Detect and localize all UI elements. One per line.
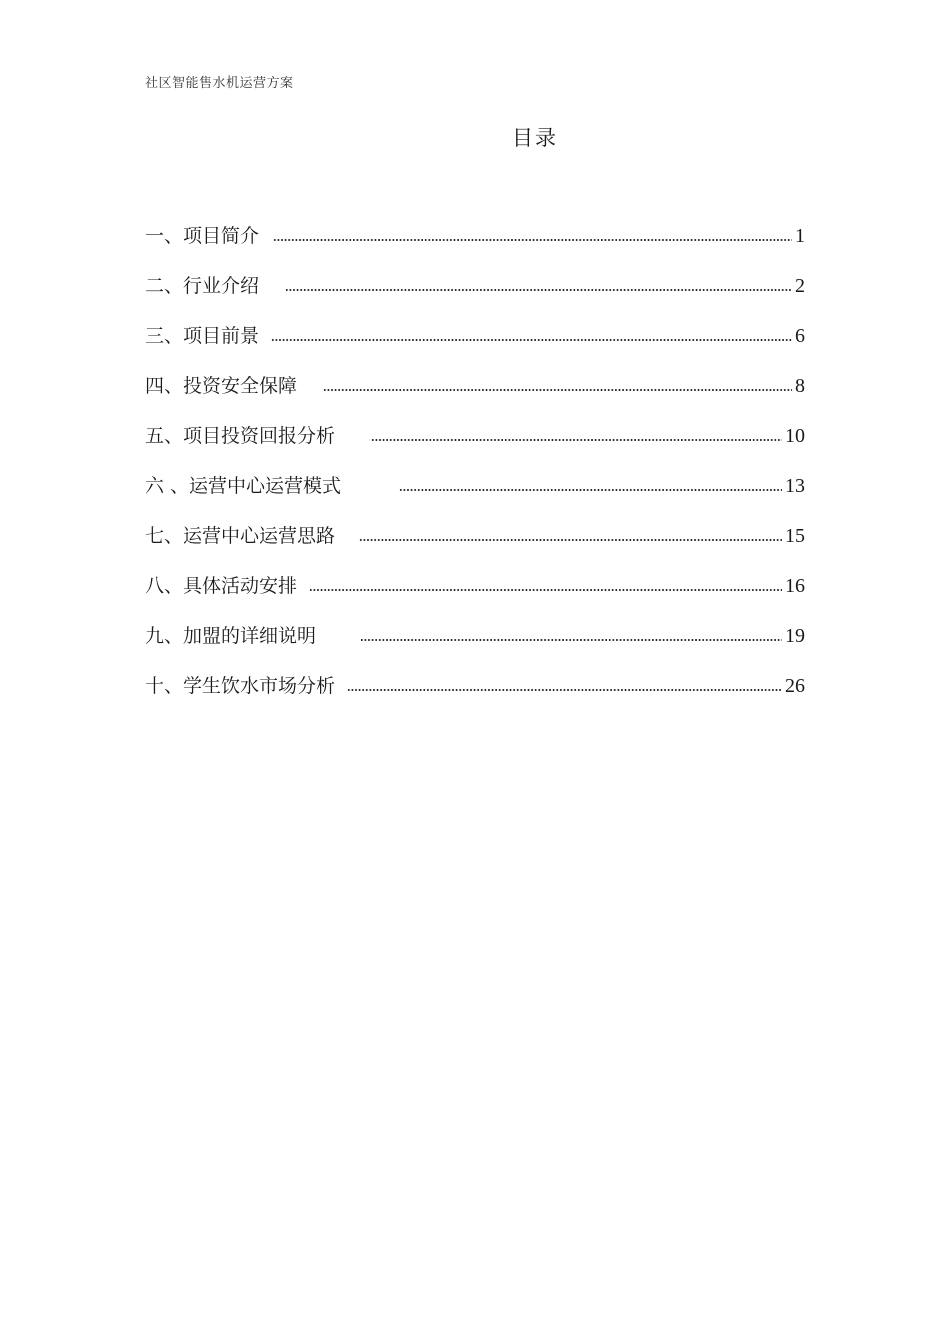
toc-dot-leader <box>347 672 782 692</box>
toc-dot-leader <box>399 472 782 492</box>
toc-page-number: 26 <box>785 675 805 697</box>
toc-entry-label: 四、投资安全保障 <box>145 375 298 397</box>
toc-entry-8[interactable] <box>145 572 805 622</box>
toc-dot-leader <box>323 372 792 392</box>
toc-dot-leader <box>271 322 792 342</box>
toc-page-number: 19 <box>785 625 805 647</box>
toc-entry-label: 五、项目投资回报分析 <box>145 425 336 447</box>
toc-entry-label: 六 、运营中心运营模式 <box>145 475 342 497</box>
toc-entry-4[interactable] <box>145 372 805 422</box>
toc-page-number: 16 <box>785 575 805 597</box>
toc-page-number: 2 <box>795 275 805 297</box>
running-header: 社区智能售水机运营方案 <box>145 76 294 91</box>
toc-dot-leader <box>360 622 782 642</box>
toc-entry-label: 二、行业介绍 <box>145 275 260 297</box>
toc-page-number: 6 <box>795 325 805 347</box>
toc-entry-label: 七、运营中心运营思路 <box>145 525 336 547</box>
toc-entry-label: 九、加盟的详细说明 <box>145 625 317 647</box>
toc-title: 目录 <box>512 126 558 150</box>
toc-entry-3[interactable] <box>145 322 805 372</box>
toc-entry-label: 八、具体活动安排 <box>145 575 298 597</box>
toc-entry-label: 十、学生饮水市场分析 <box>145 675 336 697</box>
toc-dot-leader <box>273 222 792 242</box>
toc-entry-5[interactable] <box>145 422 805 472</box>
toc-entry-label: 一、项目简介 <box>145 225 260 247</box>
toc-dot-leader <box>285 272 792 292</box>
toc-entry-6[interactable] <box>145 472 805 522</box>
toc-page-number: 1 <box>795 225 805 247</box>
toc-entry-9[interactable] <box>145 622 805 672</box>
toc-entry-7[interactable] <box>145 522 805 572</box>
toc-dot-leader <box>309 572 782 592</box>
toc-dot-leader <box>359 522 782 542</box>
toc-entry-1[interactable] <box>145 222 805 272</box>
toc-entry-2[interactable] <box>145 272 805 322</box>
toc-page-number: 8 <box>795 375 805 397</box>
toc-page-number: 15 <box>785 525 805 547</box>
toc-entry-10[interactable] <box>145 672 805 722</box>
toc-page-number: 13 <box>785 475 805 497</box>
toc-page-number: 10 <box>785 425 805 447</box>
toc-dot-leader <box>371 422 782 442</box>
toc-entry-label: 三、项目前景 <box>145 325 260 347</box>
table-of-contents <box>145 222 805 722</box>
